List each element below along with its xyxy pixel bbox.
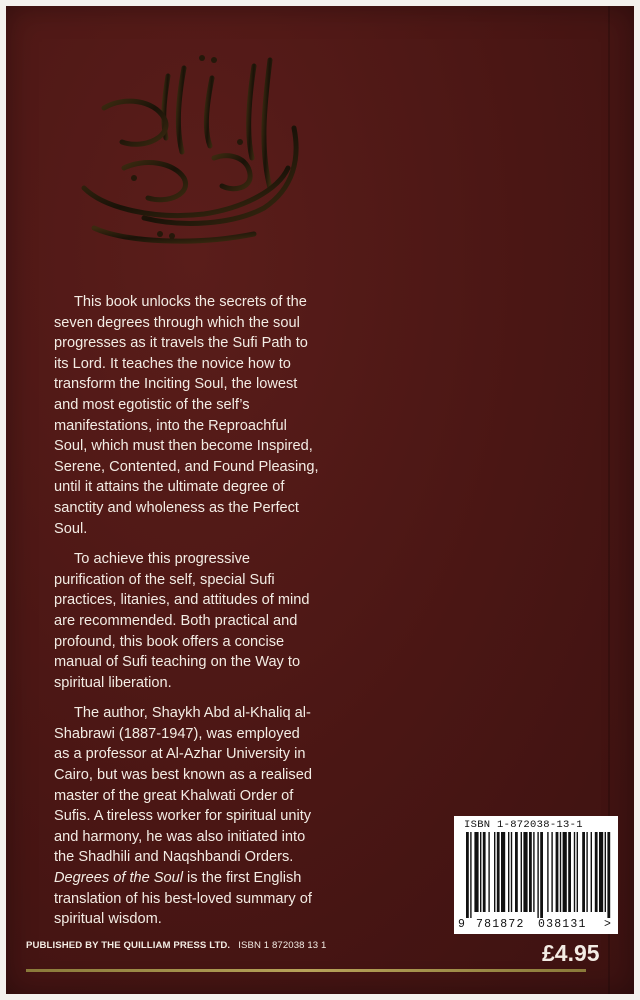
barcode-bar	[551, 832, 552, 912]
barcode-bar	[529, 832, 532, 912]
barcode-bar	[560, 832, 561, 912]
barcode-lead-digit: 9	[458, 918, 465, 931]
blurb-paragraph-3	[54, 703, 319, 930]
barcode-bar	[515, 832, 518, 912]
barcode-bar	[607, 832, 610, 918]
barcode-isbn-label: ISBN 1-872038-13-1	[464, 819, 583, 831]
price-label: £4.95	[542, 940, 600, 966]
footer-isbn: ISBN 1 872038 13 1	[238, 940, 327, 951]
barcode-bar	[537, 832, 538, 918]
barcode-bar	[480, 832, 481, 912]
barcode-bar	[586, 832, 587, 912]
barcode-bar	[582, 832, 585, 912]
barcode-bar	[599, 832, 603, 912]
barcode-bar	[563, 832, 567, 912]
blurb-paragraph-3-end: is the first English translation of his best-loved summary of spiritual wisdom.	[54, 870, 312, 928]
publisher-name: PUBLISHED BY THE QUILLIAM PRESS LTD.	[26, 940, 231, 951]
barcode-bar	[605, 832, 606, 912]
publisher-line	[26, 940, 586, 951]
barcode-bar	[501, 832, 505, 912]
barcode-trail-mark: >	[604, 918, 611, 931]
blurb-paragraph-1: This book unlocks the secrets of the seven degrees through which the soul progresses as it travels the Sufi Path to its Lord. It teaches the novice how to transform the Inciting Soul, the lowest and most egotistic of the self’s manifestations, into the Reproachful Soul, which must then become Inspired, Serene, Contented, and Found Pleasing, until it attains the ultimate degree of sanctity and wholeness as the Perfect Soul.	[54, 294, 319, 537]
barcode-bar	[474, 832, 478, 912]
barcode-bar	[556, 832, 559, 912]
barcode-right-group: 038131	[538, 918, 587, 931]
barcode-bar	[574, 832, 575, 912]
barcode-bar	[568, 832, 571, 912]
barcode-bar	[488, 832, 489, 912]
blurb-paragraph-2: To achieve this progressive purification of the self, special Sufi practices, litanies, and attitudes of mind are recommended. Both practical and profound, this book offers a concise manual of Sufi teaching on the Way to spiritual liberation.	[54, 551, 310, 691]
barcode-bar	[521, 832, 522, 912]
barcode-panel	[454, 816, 618, 934]
book-back-cover	[6, 6, 634, 994]
barcode-bar	[483, 832, 486, 912]
arabic-calligraphy-logo	[64, 38, 314, 248]
barcode-bar	[540, 832, 543, 918]
gold-divider-rule	[26, 969, 586, 972]
barcode-bars	[454, 832, 618, 918]
barcode-bar	[533, 832, 534, 912]
blurb-paragraph-3-start: The author, Shaykh Abd al-Khaliq al-Shabrawi (1887-1947), was employed as a professor at Al-Azhar University in Cairo, but was best known as a realised master of the great Khalwati Order of Sufis. A tireless worker for spiritual unity and harmony, he was also initiated into the Shadhili and Naqshbandi Orders.	[54, 705, 312, 866]
barcode-bar	[466, 832, 469, 918]
barcode-bar	[497, 832, 500, 912]
barcode-bar	[547, 832, 548, 912]
barcode-left-group: 781872	[476, 918, 525, 931]
book-title-italic: Degrees of the Soul	[54, 870, 183, 887]
blurb-text	[54, 292, 319, 940]
barcode-bar	[494, 832, 495, 912]
barcode-bar	[523, 832, 527, 912]
barcode-bar	[511, 832, 512, 912]
barcode-bar	[508, 832, 509, 912]
barcode-bar	[591, 832, 592, 912]
barcode-bar	[470, 832, 471, 918]
barcode-bar	[577, 832, 578, 912]
barcode-bar	[595, 832, 598, 912]
